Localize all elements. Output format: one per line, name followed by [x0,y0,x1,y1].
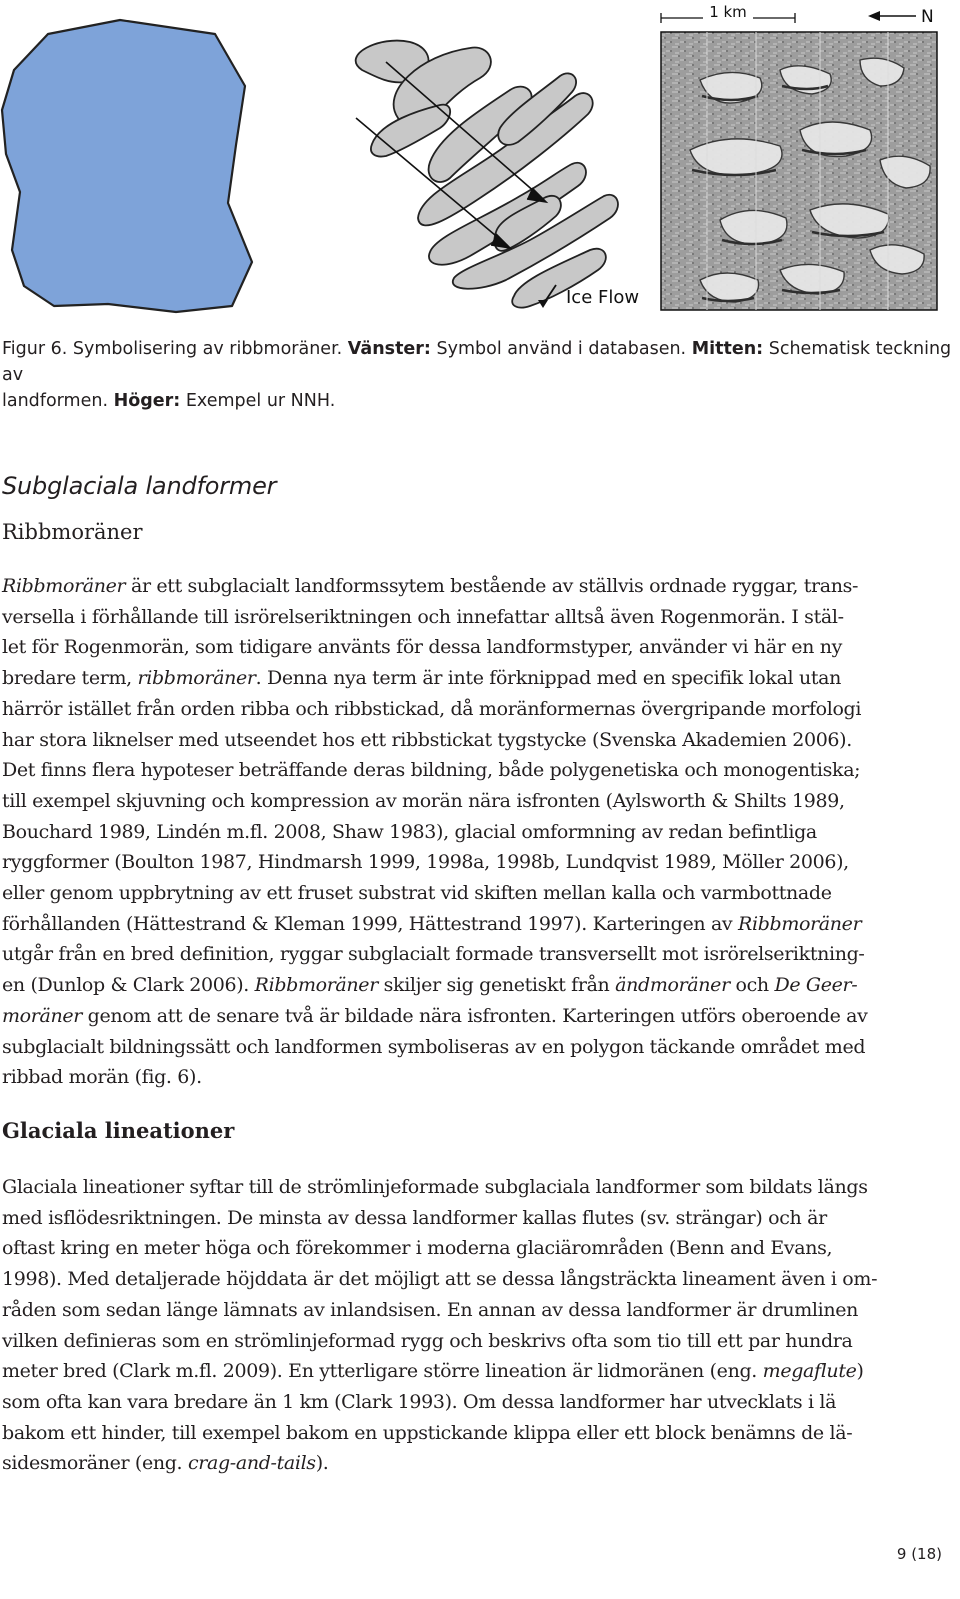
text-line [2,725,952,756]
text-segment: råden som sedan länge lämnats av inlandsisen. En annan av dessa landformer är drumlinen [2,1298,858,1321]
section-title: Subglaciala landformer [2,472,277,500]
text-segment: till exempel skjuvning och kompression av morän nära isfronten (Aylsworth & Shilts 1989, [2,789,845,812]
schematic-drawing [356,41,618,308]
italic-term: crag-and-tails [187,1452,316,1475]
text-line [2,1001,952,1032]
text-segment: ribbad morän (fig. 6). [2,1066,202,1089]
text-segment: har stora liknelser med utseendet hos ett ribbstickat tygstycke (Svenska Akademien 2006). [2,728,852,751]
text-line [2,1448,952,1479]
text-segment: let för Rogenmorän, som tidigare använts för dessa landformstyper, använder vi här en ny [2,636,842,659]
text-segment: och [729,974,775,997]
text-segment: 1998). Med detaljerade höjddata är det möjligt att se dessa långsträckta lineament även i om- [2,1268,878,1291]
italic-term: Ribbmoräner [254,974,378,997]
text-line [2,970,952,1001]
text-segment: ryggformer (Boulton 1987, Hindmarsh 1999, 1998a, 1998b, Lundqvist 1989, Möller 2006), [2,851,849,874]
text-segment: bredare term, [2,667,138,690]
italic-term: ribbmoräner [137,667,256,690]
text-segment: en (Dunlop & Clark 2006). [2,974,255,997]
italic-term: Ribbmoräner [738,912,862,935]
text-segment: oftast kring en meter höga och förekommer i moderna glaciärområden (Benn and Evans, [2,1237,833,1260]
italic-term: ändmoräner [615,974,730,997]
text-segment: sidesmoräner (eng. [2,1452,188,1475]
caption-left-text: Symbol använd i databasen. [430,339,692,359]
text-line [2,1387,952,1418]
scale-label: 1 km [709,3,747,21]
text-segment: bakom ett hinder, till exempel bakom en uppstickande klippa eller ett block benämns de lä- [2,1421,853,1444]
text-segment: Det finns flera hypoteser beträffande deras bildning, både polygenetiska och monogentiska; [2,759,861,782]
text-line [2,1295,952,1326]
caption-left-label: Vänster: [347,339,431,359]
heading-ribbmoraner: Ribbmoräner [2,520,143,544]
text-line [2,1233,952,1264]
text-line [2,1418,952,1449]
text-line [2,632,952,663]
caption-right-text: Exempel ur NNH. [180,391,336,411]
caption-right-label: Höger: [113,391,181,411]
text-line [2,1172,952,1203]
page-number: 9 (18) [896,1545,942,1563]
paragraph-glaciala-lineationer [2,1172,952,1479]
relief-example [661,2,937,310]
text-segment: härrör istället från orden ribba och ribbstickad, då moränformernas övergripande morfologi [2,697,862,720]
heading-glaciala-lineationer: Glaciala lineationer [2,1118,235,1143]
caption-middle-text: Schematisk teckning av [2,339,952,385]
text-segment: Glaciala lineationer syftar till de strömlinjeformade subglaciala landformer som bildats längs [2,1176,868,1198]
north-label: N [921,7,934,27]
text-segment: genom att de senare två är bildade nära isfronten. Karteringen utförs oberoende av [81,1004,868,1027]
text-segment: ). [315,1452,329,1475]
text-line [2,1326,952,1357]
caption-prefix: Figur 6. Symbolisering av ribbmoräner. [2,339,348,359]
database-symbol [2,20,252,312]
text-line [2,786,952,817]
text-line [2,571,952,602]
text-segment: skiljer sig genetiskt från [377,974,616,997]
caption-middle-label: Mitten: [691,339,764,359]
text-segment: Bouchard 1989, Lindén m.fl. 2008, Shaw 1983), glacial omformning av redan befintliga [2,820,817,843]
text-segment: versella i förhållande till isrörelseriktningen och innefattar alltså även Rogenmorän. I stäl- [2,605,844,628]
text-line [2,817,952,848]
text-line [2,663,952,694]
text-segment: med isflödesriktningen. De minsta av dessa landformer kallas flutes (sv. strängar) och är [2,1206,827,1229]
caption-line2-start: landformen. [2,391,114,411]
text-segment: vilken definieras som en strömlinjeformad rygg och beskrivs ofta som tio till ett par hundra [2,1329,853,1352]
text-line [2,847,952,878]
italic-term: megaflute [762,1360,857,1383]
text-line [2,909,952,940]
text-line [2,1062,952,1093]
italic-term: De Geer- [774,974,858,997]
ice-flow-label: Ice Flow [566,287,640,308]
text-segment: är ett subglacialt landformssytem bestående av ställvis ordnade ryggar, trans- [125,575,859,597]
text-line [2,939,952,970]
figure-caption [2,336,952,414]
text-line [2,878,952,909]
paragraph-ribbmoraner [2,571,952,1093]
text-segment: som ofta kan vara bredare än 1 km (Clark 1993). Om dessa landformer har utvecklats i lä [2,1390,837,1413]
figure-6 [0,0,960,330]
text-segment: förhållanden (Hättestrand & Kleman 1999, Hättestrand 1997). Karteringen av [2,912,739,935]
north-arrow [868,7,934,27]
text-segment: utgår från en bred definition, ryggar subglacialt formade transversellt mot isrörelseriktning- [2,943,865,966]
scale-bar [661,2,795,23]
text-segment: ) [856,1360,864,1383]
text-segment: meter bred (Clark m.fl. 2009). En ytterligare större lineation är lidmoränen (eng. [2,1360,763,1383]
text-line [2,1356,952,1387]
italic-term: Ribbmoräner [2,575,126,597]
text-segment: . Denna nya term är inte förknippad med en specifik lokal utan [255,667,841,690]
ribbed-ridges [356,41,618,308]
text-line [2,1203,952,1234]
text-segment: eller genom uppbrytning av ett fruset substrat vid skiften mellan kalla och varmbottnade [2,882,832,905]
italic-term: moräner [2,1004,82,1027]
text-line [2,1032,952,1063]
text-line [2,694,952,725]
text-line [2,602,952,633]
text-line [2,755,952,786]
text-line [2,1264,952,1295]
text-segment: subglacialt bildningssätt och landformen symboliseras av en polygon täckande området med [2,1035,866,1058]
